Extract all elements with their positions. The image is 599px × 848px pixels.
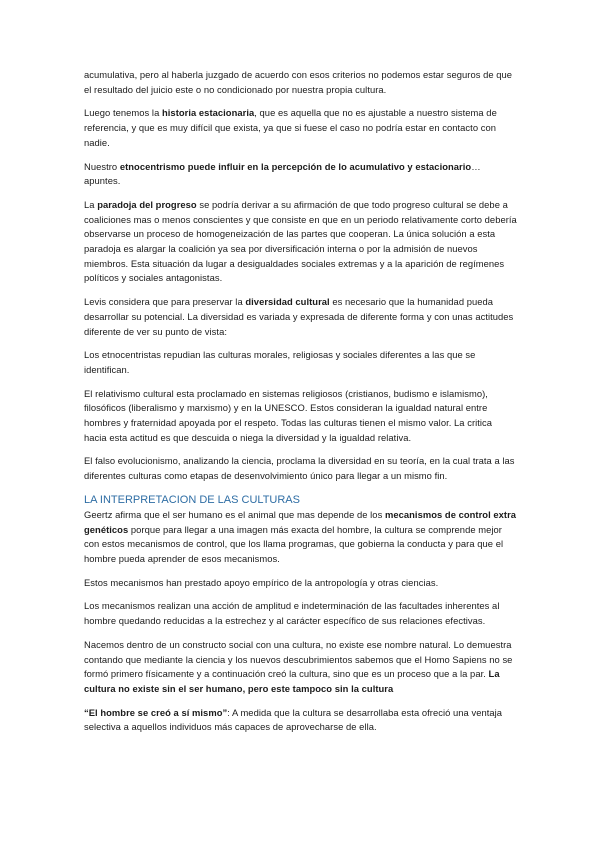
- paragraph-hombre-se-creo: [84, 706, 517, 735]
- paragraph-geertz: [84, 508, 517, 567]
- bold-term: paradoja del progreso: [97, 198, 197, 210]
- text: Geertz afirma que el ser humano es el animal que mas depende de los: [84, 508, 385, 520]
- paragraph-constructo-social: [84, 638, 517, 697]
- text: Levis considera que para preservar la: [84, 296, 246, 308]
- text: : A medida que la cultura se desarrollaba esta ofreció una ventaja selectiva a aquellos individuos más capaces de aprovecharse de ella.: [84, 706, 503, 733]
- text: porque para llegar a una imagen más exacta del hombre, la cultura se comprende mejor con estos mecanismos de control, que los llama programas, que gobierna la conducta y para que el hombre pueda aprender de esos mecanismos.: [84, 523, 504, 564]
- text: es necesario que la humanidad pueda desarrollar su potencial. La diversidad es variada y expresada de diferente forma y con unas actitudes diferente de ver su punto de vista:: [84, 296, 514, 337]
- text: se podría derivar a su afirmación de que todo progreso cultural se debe a coaliciones mas o menos conscientes y que consiste en que en un periodo relativamente corto debería observarse un proceso de homogeneización de las partes que cooperan. La única solución a esta paradoja es alargar la coalición ya sea por diversificación interna o por la admisión de nuevos miembros. Esta situación da lugar a desigualdades sociales extremas y a la aparición de regímenes políticos y sociales antagonistas.: [84, 198, 517, 284]
- paragraph-diversidad: [84, 295, 517, 339]
- paragraph-paradoja: [84, 198, 517, 286]
- paragraph-mecanismos-accion: Los mecanismos realizan una acción de amplitud e indeterminación de las facultades inherentes al hombre quedando reducidas a la estrechez y al carácter específico de sus relaciones efectivas.: [84, 600, 500, 627]
- paragraph-etnocentrismo: [84, 160, 517, 189]
- paragraph-historia-estacionaria: [84, 106, 517, 150]
- paragraph-1: acumulativa, pero al haberla juzgado de acuerdo con esos criterios no podemos estar seguros de que el resultado del juicio este o no condicionado por nuestra propia cultura.: [84, 69, 513, 95]
- text: Luego tenemos la: [84, 107, 162, 119]
- bold-term: mecanismos de control extra genéticos: [84, 508, 517, 535]
- bold-term: La cultura no existe sin el ser humano, pero este tampoco sin la cultura: [84, 668, 500, 694]
- text: La: [84, 198, 98, 210]
- text: … apuntes.: [84, 160, 481, 187]
- paragraph-etnocentristas: Los etnocentristas repudian las culturas morales, religiosas y sociales diferentes a las que se identifican.: [84, 349, 476, 375]
- paragraph-falso-evolucionismo: El falso evolucionismo, analizando la ciencia, proclama la diversidad en su teoría, en la cual trata a las diferentes culturas como etapas de desenvolvimiento único para llegar a un mismo fin.: [84, 455, 515, 482]
- bold-term: etnocentrismo puede influir en la percepción de lo acumulativo y estacionario: [119, 160, 472, 172]
- text: Nacemos dentro de un constructo social con una cultura, no existe ese nombre natural. Lo demuestra contando que mediante la ciencia y los nuevos descubrimientos sabemos que el Homo Sapiens no se formó primero físicamente y a continuación creó la cultura, sino que es un proceso que a la par.: [84, 638, 513, 680]
- text: , que es aquella que no es ajustable a nuestro sistema de referencia, y que es muy difícil que exista, ya que si fuese el caso no podría estar en contacto con nadie.: [84, 107, 497, 148]
- section-heading: LA INTERPRETACION DE LAS CULTURAS: [84, 493, 300, 506]
- text: Nuestro: [84, 160, 120, 172]
- paragraph-relativismo: El relativismo cultural esta proclamado en sistemas religiosos (cristianos, budismo e islamismo), filosóficos (liberalismo y marxismo) y en la UNESCO. Estos consideran la igualdad natural entre hombres y fraternidad apoyada por el respeto. Todas las culturas tienen el mismo valor. La critica hacia esta actitud es que descuida o niega la diversidad y la igualdad relativa.: [84, 387, 493, 443]
- paragraph-mecanismos-apoyo: Estos mecanismos han prestado apoyo empírico de la antropología y otras ciencias.: [84, 576, 439, 588]
- bold-term: diversidad cultural: [245, 296, 330, 308]
- bold-quote: “El hombre se creó a sí mismo”: [84, 706, 228, 718]
- bold-term: historia estacionaria: [162, 107, 255, 119]
